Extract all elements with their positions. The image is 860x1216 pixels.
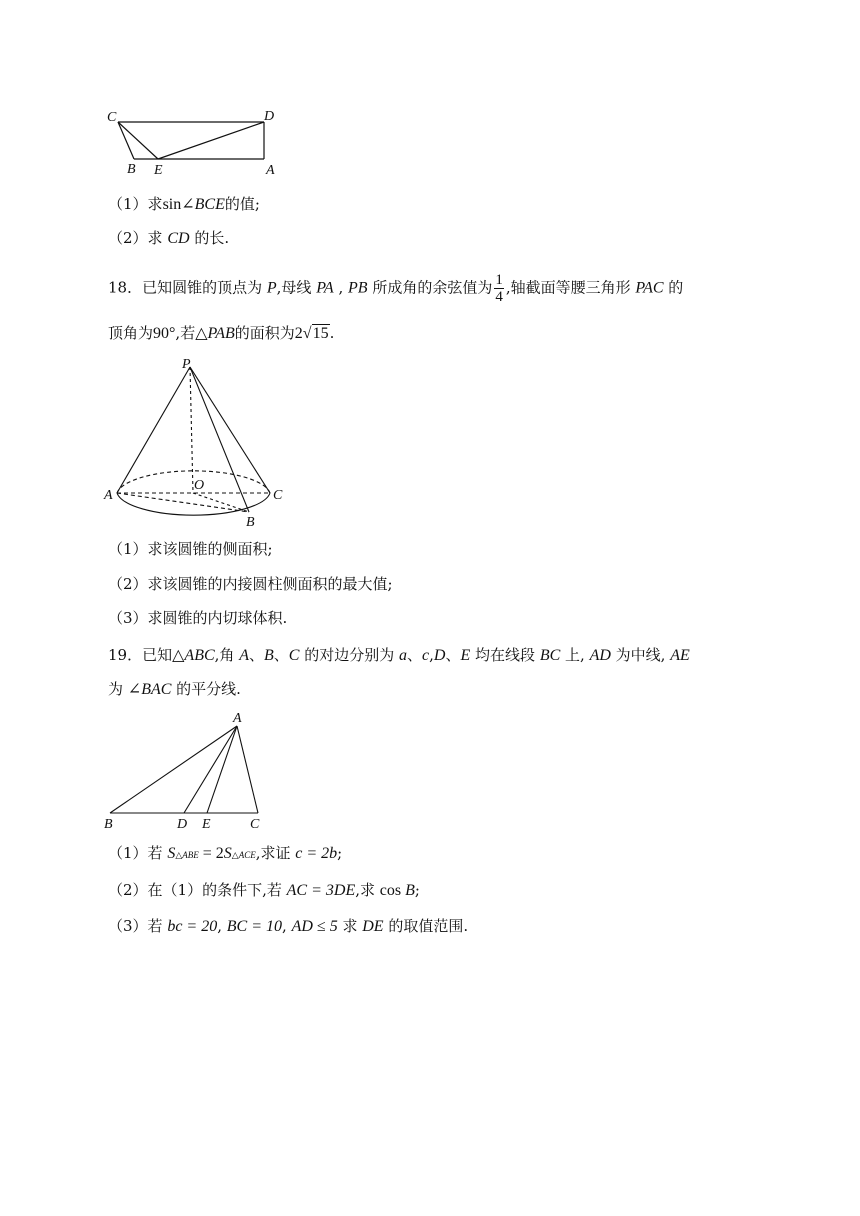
label-a: A bbox=[104, 488, 113, 503]
q17-part1: （1）求sin∠BCE的值; bbox=[108, 195, 260, 213]
label-b: B bbox=[104, 817, 113, 832]
q18-part3: （3）求圆锥的内切球体积. bbox=[108, 609, 288, 627]
label-b: B bbox=[246, 515, 255, 530]
figure-cone bbox=[100, 355, 300, 530]
label-e: E bbox=[154, 163, 163, 178]
figure-triangle bbox=[100, 708, 275, 833]
q18-stem-line1: 18．已知圆锥的顶点为 P,母线 PA , PB 所成角的余弦值为 $\frac{1}{4}$ ,轴截面等腰三角形 PAC 的 bbox=[108, 272, 684, 305]
fraction-one-quarter: $\frac{1}{4}$ bbox=[495, 272, 503, 305]
q18-stem-line2: 顶角为90°,若△PAB的面积为2√15. bbox=[108, 324, 335, 342]
q19-stem-line2: 为 ∠BAC 的平分线. bbox=[108, 680, 241, 698]
label-c: C bbox=[107, 110, 117, 125]
label-o: O bbox=[194, 478, 205, 493]
q19-part1: （1）若 S△ABE = 2S△ACE,求证 c = 2b; bbox=[108, 844, 343, 862]
q18-part1: （1）求该圆锥的侧面积; bbox=[108, 540, 273, 558]
label-a: A bbox=[233, 711, 242, 726]
q18-part2: （2）求该圆锥的内接圆柱侧面积的最大值; bbox=[108, 575, 393, 593]
label-e: E bbox=[202, 817, 211, 832]
q19-part2: （2）在（1）的条件下,若 AC = 3DE,求 cos B; bbox=[108, 881, 420, 899]
label-d: D bbox=[177, 817, 188, 832]
label-p: P bbox=[182, 357, 191, 372]
label-b: B bbox=[127, 162, 136, 177]
figure-quadrilateral bbox=[100, 105, 290, 180]
q17-part2: （2）求 CD 的长. bbox=[108, 229, 230, 247]
label-c: C bbox=[250, 817, 260, 832]
q19-part3: （3）若 bc = 20, BC = 10, AD ≤ 5 求 DE 的取值范围. bbox=[108, 917, 469, 935]
q19-stem-line1: 19．已知△ABC,角 A、B、C 的对边分别为 a、c,D、E 均在线段 BC 上, AD 为中线, AE bbox=[108, 646, 690, 664]
label-c: C bbox=[273, 488, 283, 503]
label-a: A bbox=[266, 163, 275, 178]
label-d: D bbox=[264, 109, 275, 124]
